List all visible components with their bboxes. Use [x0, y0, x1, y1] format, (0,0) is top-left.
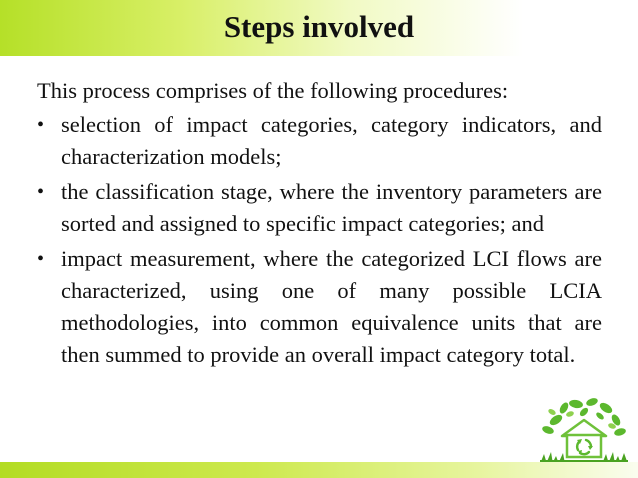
- slide-body: [37, 75, 602, 374]
- intro-text: This process comprises of the following procedures:: [37, 78, 509, 103]
- eco-house-recycle-icon: [540, 396, 628, 464]
- bottom-bar: [0, 462, 638, 478]
- bullet-item: [37, 243, 602, 371]
- slide-title: Steps involved: [223, 9, 415, 44]
- bullet-text: impact measurement, where the categorized LCI flows are characterized, using one of many possible LCIA methodologies, into common equivalence units that are then summed to provide an overall impact category total.: [61, 246, 602, 367]
- bullet-dot: •: [37, 114, 45, 136]
- bullet-dot: •: [37, 248, 45, 270]
- bullet-text: selection of impact categories, category indicators, and characterization models;: [61, 112, 602, 169]
- bullet-text: the classification stage, where the inventory parameters are sorted and assigned to specific impact categories; and: [61, 179, 602, 236]
- bullet-item: [37, 109, 602, 173]
- bullet-list: [37, 109, 602, 371]
- bullet-dot: •: [37, 181, 45, 203]
- bullet-item: [37, 176, 602, 240]
